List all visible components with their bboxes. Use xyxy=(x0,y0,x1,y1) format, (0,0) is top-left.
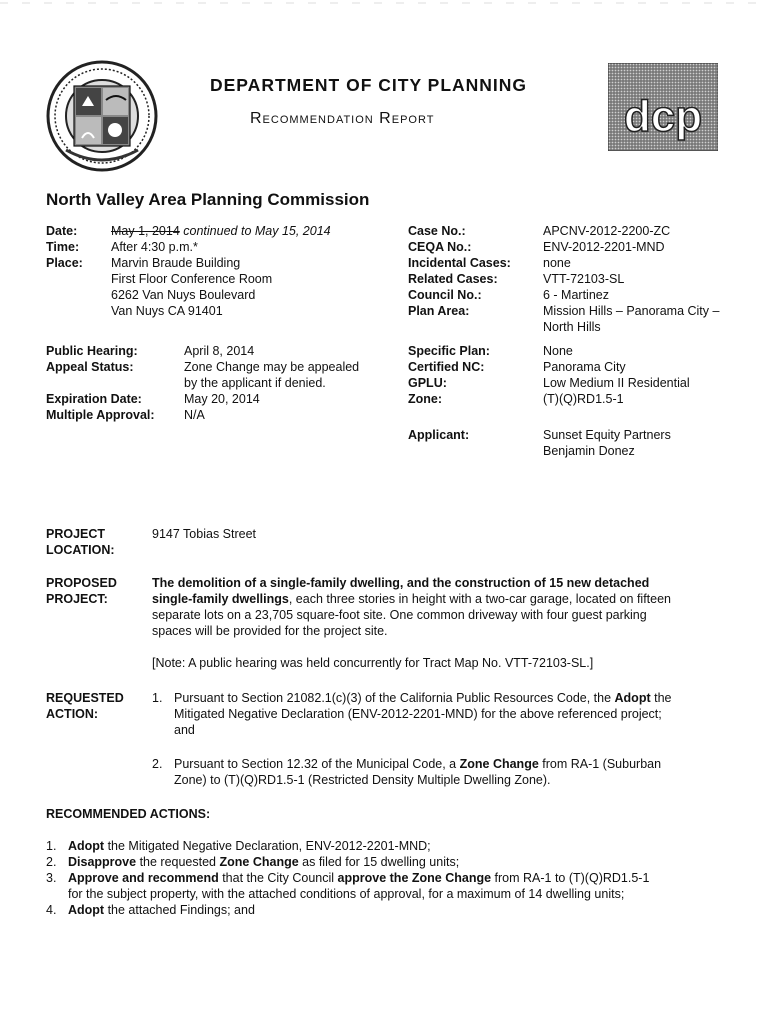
dcp-logo-icon xyxy=(608,63,718,151)
requested-action-label-1: REQUESTED xyxy=(46,691,124,705)
related-label: Related Cases: xyxy=(408,272,498,286)
report-type-title: Recommendation Report xyxy=(250,110,435,127)
plan-area-line-2: North Hills xyxy=(543,320,601,334)
case-no-label: Case No.: xyxy=(408,224,466,238)
requested-item-1-b: the xyxy=(650,691,672,705)
requested-item-2-line-2: Zone) to (T)(Q)RD1.5-1 (Restricted Density Multiple Dwelling Zone). xyxy=(174,773,551,787)
recommended-item-4 xyxy=(68,902,255,918)
project-location-value: 9147 Tobias Street xyxy=(152,527,257,541)
requested-item-2-number: 2. xyxy=(152,757,163,771)
place-line-3: 6262 Van Nuys Boulevard xyxy=(111,288,256,302)
certified-nc-label: Certified NC: xyxy=(408,360,485,374)
proposed-project-label-2: PROJECT: xyxy=(46,592,108,606)
place-line-4: Van Nuys CA 91401 xyxy=(111,304,223,318)
recommended-item-4-bold: Adopt xyxy=(68,903,105,917)
proposed-project-label-1: PROPOSED xyxy=(46,576,117,590)
commission-title: North Valley Area Planning Commission xyxy=(46,190,370,209)
recommended-item-2-rest: as filed for 15 dwelling units; xyxy=(298,855,460,869)
time-label: Time: xyxy=(46,240,80,254)
council-value: 6 - Martinez xyxy=(543,288,609,302)
city-seal-icon xyxy=(46,60,158,172)
gplu-label: GPLU: xyxy=(408,376,447,390)
dcp-logo-text: dcp xyxy=(623,92,703,141)
expiration-value: May 20, 2014 xyxy=(184,392,260,406)
recommended-item-4-number: 4. xyxy=(46,903,57,917)
proposed-line-3: separate lots on a 23,705 square-foot site. One common driveway with four guest parking xyxy=(152,608,647,622)
expiration-label: Expiration Date: xyxy=(46,392,142,406)
specific-plan-label: Specific Plan: xyxy=(408,344,490,358)
requested-item-1-line-3: and xyxy=(174,723,195,737)
proposed-line-1: The demolition of a single-family dwelling, and the construction of 15 new detached xyxy=(152,576,650,590)
date-struck: May 1, 2014 xyxy=(111,224,180,238)
gplu-value: Low Medium II Residential xyxy=(543,376,690,390)
specific-plan-value: None xyxy=(543,344,573,358)
recommended-item-3-bold: Approve and recommend xyxy=(68,871,219,885)
certified-nc-value: Panorama City xyxy=(543,360,626,374)
place-label: Place: xyxy=(46,256,83,270)
requested-item-2-b: from RA-1 (Suburban xyxy=(538,757,662,771)
proposed-line-2 xyxy=(152,591,671,607)
recommended-item-1-number: 1. xyxy=(46,839,57,853)
recommended-item-1-rest: the Mitigated Negative Declaration, ENV-2012-2201-MND; xyxy=(104,839,431,853)
requested-action-label-2: ACTION: xyxy=(46,707,99,721)
public-hearing-label: Public Hearing: xyxy=(46,344,138,358)
requested-item-1-bold: Adopt xyxy=(614,691,651,705)
recommended-item-3-rest: from RA-1 to (T)(Q)RD1.5-1 xyxy=(491,871,650,885)
recommended-item-2-bold: Disapprove xyxy=(68,855,137,869)
zone-label: Zone: xyxy=(408,392,443,406)
date-value xyxy=(111,223,331,239)
scan-artifact-top xyxy=(0,0,770,6)
recommended-item-3-line-1 xyxy=(68,870,649,886)
applicant-label: Applicant: xyxy=(408,428,470,442)
recommended-item-4-rest: the attached Findings; and xyxy=(104,903,255,917)
recommended-item-2-number: 2. xyxy=(46,855,57,869)
zone-value: (T)(Q)RD1.5-1 xyxy=(543,392,624,406)
applicant-line-1: Sunset Equity Partners xyxy=(543,428,671,442)
plan-area-label: Plan Area: xyxy=(408,304,470,318)
public-hearing-value: April 8, 2014 xyxy=(184,344,255,358)
place-line-1: Marvin Braude Building xyxy=(111,256,241,270)
appeal-status-label: Appeal Status: xyxy=(46,360,134,374)
incidental-label: Incidental Cases: xyxy=(408,256,511,270)
project-location-label-1: PROJECT xyxy=(46,527,106,541)
multiple-approval-label: Multiple Approval: xyxy=(46,408,155,422)
requested-item-1-a: Pursuant to Section 21082.1(c)(3) of the California Public Resources Code, the xyxy=(174,691,615,705)
proposed-line-2-rest: , each three stories in height with a two-car garage, located on fifteen xyxy=(288,592,672,606)
incidental-value: none xyxy=(543,256,571,270)
requested-item-1-line-2: Mitigated Negative Declaration (ENV-2012-2201-MND) for the above referenced project; xyxy=(174,707,662,721)
requested-item-2-a: Pursuant to Section 12.32 of the Municipal Code, a xyxy=(174,757,460,771)
date-label: Date: xyxy=(46,224,78,238)
requested-item-1-line-1 xyxy=(174,690,671,706)
recommended-item-3-line-2: for the subject property, with the attached conditions of approval, for a maximum of 14 dwelling units; xyxy=(68,887,625,901)
recommended-item-2-mid: the requested xyxy=(136,855,220,869)
recommended-item-3-number: 3. xyxy=(46,871,57,885)
case-no-value: APCNV-2012-2200-ZC xyxy=(543,224,671,238)
applicant-line-2: Benjamin Donez xyxy=(543,444,635,458)
department-title: DEPARTMENT OF CITY PLANNING xyxy=(210,75,528,95)
recommended-item-1-bold: Adopt xyxy=(68,839,105,853)
plan-area-line-1: Mission Hills – Panorama City – xyxy=(543,304,720,318)
time-value: After 4:30 p.m.* xyxy=(111,240,198,254)
requested-item-2-bold: Zone Change xyxy=(459,757,539,771)
proposed-line-4: spaces will be provided for the project site. xyxy=(152,624,388,638)
requested-item-1-number: 1. xyxy=(152,691,163,705)
recommended-item-2-bold-2: Zone Change xyxy=(219,855,299,869)
ceqa-label: CEQA No.: xyxy=(408,240,472,254)
recommended-actions-heading: RECOMMENDED ACTIONS: xyxy=(46,807,211,821)
multiple-approval-value: N/A xyxy=(184,408,205,422)
proposed-line-2-bold: single-family dwellings xyxy=(152,592,289,606)
recommended-item-2 xyxy=(68,854,459,870)
council-label: Council No.: xyxy=(408,288,482,302)
place-line-2: First Floor Conference Room xyxy=(111,272,273,286)
recommended-item-1 xyxy=(68,838,431,854)
appeal-status-line-1: Zone Change may be appealed xyxy=(184,360,360,374)
related-value: VTT-72103-SL xyxy=(543,272,625,286)
appeal-status-line-2: by the applicant if denied. xyxy=(184,376,326,390)
recommended-item-3-mid: that the City Council xyxy=(218,871,338,885)
requested-item-2-line-1 xyxy=(174,756,661,772)
date-continued: continued to May 15, 2014 xyxy=(183,224,331,238)
project-location-label-2: LOCATION: xyxy=(46,543,115,557)
recommended-item-3-bold-2: approve the Zone Change xyxy=(337,871,492,885)
ceqa-value: ENV-2012-2201-MND xyxy=(543,240,665,254)
project-note: [Note: A public hearing was held concurrently for Tract Map No. VTT-72103-SL.] xyxy=(152,656,594,670)
